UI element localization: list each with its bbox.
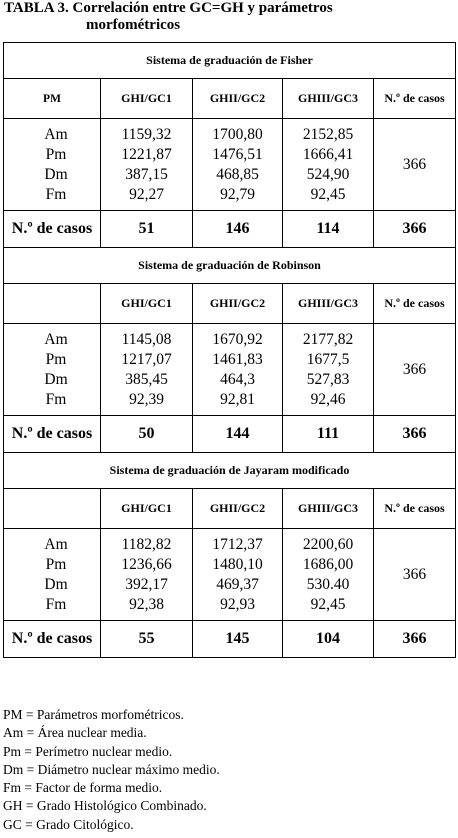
system-name-robinson: Sistema de graduación de Robinson	[4, 248, 456, 284]
value-cell: 366	[402, 155, 427, 173]
value-cell: 1677,5	[306, 350, 350, 368]
value-cell: 1461,83	[212, 350, 263, 368]
value-cell: 92,46	[310, 390, 346, 408]
gc3-values	[283, 119, 374, 211]
label-pm: Pm	[45, 350, 67, 368]
table-title-line-1: TABLA 3. Correlación entre GC=GH y parámetros	[4, 0, 333, 16]
value-cell: 1221,87	[121, 145, 172, 163]
value-cell: 2152,85	[302, 125, 354, 143]
column-header-gc2: GHII/GC2	[193, 489, 283, 529]
label-dm: Dm	[44, 165, 68, 183]
totals-label: N.º de casos	[4, 211, 101, 248]
gc3-values	[283, 529, 374, 621]
value-cell: 366	[402, 565, 427, 583]
value-cell: 1236,66	[121, 555, 172, 573]
total-gc1: 50	[101, 416, 193, 453]
footnote: Pm = Perímetro nuclear medio.	[3, 743, 173, 759]
value-cell: 92,45	[310, 185, 346, 203]
parameter-labels	[4, 529, 101, 621]
footnote: PM = Parámetros morfométricos.	[3, 707, 184, 722]
header-row	[4, 79, 456, 119]
parameter-labels	[4, 119, 101, 211]
value-cell: 1159,32	[121, 125, 172, 143]
casos-value	[374, 119, 456, 211]
value-cell: 530.40	[306, 575, 350, 593]
casos-value	[374, 529, 456, 621]
value-cell: 2200,60	[302, 535, 354, 553]
totals-label: N.º de casos	[4, 416, 101, 453]
gc2-values	[193, 119, 283, 211]
column-header-gc1: GHI/GC1	[101, 79, 193, 119]
gc1-values	[101, 529, 193, 621]
value-cell: 1666,41	[302, 145, 354, 163]
value-cell: 1476,51	[212, 145, 263, 163]
label-fm: Fm	[45, 390, 67, 408]
total-gc3: 114	[283, 211, 374, 248]
total-casos: 366	[374, 416, 456, 453]
total-gc2: 144	[193, 416, 283, 453]
totals-row	[4, 416, 456, 453]
value-cell: 385,45	[125, 370, 168, 388]
column-header-gc3: GHIII/GC3	[283, 489, 374, 529]
value-cell: 1700,80	[212, 125, 263, 143]
value-cell: 524,90	[306, 165, 350, 183]
value-cell: 92,81	[220, 390, 255, 408]
data-row	[4, 324, 456, 416]
gc1-values	[101, 119, 193, 211]
header-row	[4, 284, 456, 324]
column-header-casos: N.º de casos	[374, 79, 456, 119]
value-cell: 92,45	[310, 595, 346, 613]
data-row	[4, 119, 456, 211]
gc2-values	[193, 529, 283, 621]
value-cell: 1182,82	[121, 535, 172, 553]
value-cell: 392,17	[125, 575, 168, 593]
footnote: GH = Grado Histológico Combinado.	[3, 798, 207, 814]
column-header-pm: PM	[4, 79, 101, 119]
value-cell: 2177,82	[302, 330, 354, 348]
column-header-casos: N.º de casos	[374, 284, 456, 324]
casos-value	[374, 324, 456, 416]
label-dm: Dm	[44, 575, 68, 593]
label-am: Am	[44, 125, 68, 143]
totals-label: N.º de casos	[4, 621, 101, 658]
header-row	[4, 489, 456, 529]
total-gc3: 111	[283, 416, 374, 453]
table-title-line-2: morfométricos	[86, 17, 181, 33]
value-cell: 387,15	[125, 165, 168, 183]
label-pm: Pm	[45, 145, 67, 163]
footnotes	[3, 706, 455, 834]
value-cell: 1712,37	[212, 535, 263, 553]
column-header-gc3: GHIII/GC3	[283, 284, 374, 324]
column-header-gc2: GHII/GC2	[193, 284, 283, 324]
column-header-gc1: GHI/GC1	[101, 489, 193, 529]
system-row	[4, 43, 456, 79]
total-gc1: 51	[101, 211, 193, 248]
value-cell: 92,79	[220, 185, 255, 203]
footnote: GC = Grado Citológico.	[3, 816, 134, 832]
parameter-labels	[4, 324, 101, 416]
column-header-gc2: GHII/GC2	[193, 79, 283, 119]
system-name-jayaram: Sistema de graduación de Jayaram modificado	[4, 453, 456, 489]
system-row	[4, 248, 456, 284]
system-name-fisher: Sistema de graduación de Fisher	[4, 43, 456, 79]
column-header-pm	[4, 489, 101, 529]
value-cell: 468,85	[216, 165, 259, 183]
total-gc2: 145	[193, 621, 283, 658]
data-row	[4, 529, 456, 621]
value-cell: 1480,10	[212, 555, 263, 573]
value-cell: 469,37	[216, 575, 259, 593]
column-header-gc3: GHIII/GC3	[283, 79, 374, 119]
table-title	[4, 0, 456, 34]
value-cell: 1145,08	[121, 330, 172, 348]
total-gc1: 55	[101, 621, 193, 658]
value-cell: 1670,92	[212, 330, 263, 348]
label-pm: Pm	[45, 555, 67, 573]
label-fm: Fm	[45, 595, 67, 613]
gc3-values	[283, 324, 374, 416]
total-gc3: 104	[283, 621, 374, 658]
value-cell: 464,3	[220, 370, 255, 388]
system-row	[4, 453, 456, 489]
totals-row	[4, 621, 456, 658]
totals-row	[4, 211, 456, 248]
column-header-pm	[4, 284, 101, 324]
label-am: Am	[44, 535, 68, 553]
gc1-values	[101, 324, 193, 416]
footnote: Am = Área nuclear media.	[3, 725, 147, 741]
correlation-table	[3, 42, 456, 658]
value-cell: 92,93	[220, 595, 255, 613]
total-gc2: 146	[193, 211, 283, 248]
label-dm: Dm	[44, 370, 68, 388]
value-cell: 92,27	[129, 185, 164, 203]
total-casos: 366	[374, 211, 456, 248]
value-cell: 527,83	[306, 370, 350, 388]
value-cell: 1686,00	[302, 555, 354, 573]
label-am: Am	[44, 330, 68, 348]
footnote: Dm = Diámetro nuclear máximo medio.	[3, 761, 220, 777]
column-header-gc1: GHI/GC1	[101, 284, 193, 324]
value-cell: 92,39	[129, 390, 164, 408]
column-header-casos: N.º de casos	[374, 489, 456, 529]
gc2-values	[193, 324, 283, 416]
value-cell: 366	[402, 360, 427, 378]
value-cell: 92,38	[129, 595, 164, 613]
value-cell: 1217,07	[121, 350, 172, 368]
footnote: Fm = Factor de forma medio.	[3, 780, 163, 796]
total-casos: 366	[374, 621, 456, 658]
label-fm: Fm	[45, 185, 67, 203]
